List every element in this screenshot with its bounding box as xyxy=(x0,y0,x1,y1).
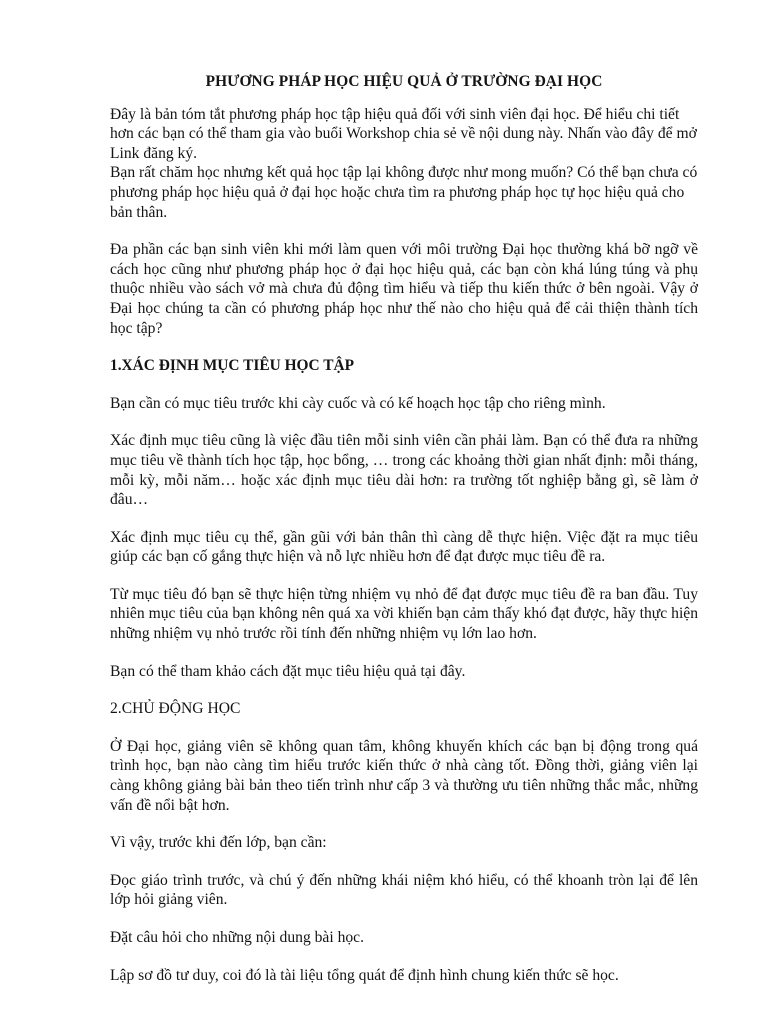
section-1-paragraph: Bạn có thể tham khảo cách đặt mục tiêu hiệu quả tại đây. xyxy=(110,662,466,680)
section-2-paragraph: Lập sơ đồ tư duy, coi đó là tài liệu tổng quát để định hình chung kiến thức sẽ học. xyxy=(110,966,619,984)
intro-paragraph-2: Bạn rất chăm học nhưng kết quả học tập lại không được như mong muốn? Có thể bạn chưa có phương pháp học hiệu quả ở đại học hoặc chưa tìm ra phương pháp học tự học hiệu quả cho bản thân. xyxy=(110,164,698,221)
section-2-heading: 2.CHỦ ĐỘNG HỌC xyxy=(110,700,241,718)
section-2-paragraph: Vì vậy, trước khi đến lớp, bạn cần: xyxy=(110,834,327,852)
body-paragraph-1: Đa phần các bạn sinh viên khi mới làm quen với môi trường Đại học thường khá bỡ ngỡ về cách học cũng như phương pháp học ở đại học hiệu quả, các bạn còn khá lúng túng và phụ thuộc nhiều vào sách vở mà chưa đủ động tìm hiểu và tiếp thu kiến thức ở bên ngoài. Vậy ở Đại học chúng ta cần có phương pháp học như thế nào cho hiệu quả để cải thiện thành tích học tập? xyxy=(110,241,698,337)
document-title: PHƯƠNG PHÁP HỌC HIỆU QUẢ Ở TRƯỜNG ĐẠI HỌC xyxy=(205,73,603,90)
section-1-paragraph: Xác định mục tiêu cụ thể, gần gũi với bản thân thì càng dễ thực hiện. Việc đặt ra mục tiêu giúp các bạn cố gắng thực hiện và nỗ lực nhiều hơn để đạt được mục tiêu đề ra. xyxy=(110,528,698,566)
section-2-paragraph: Đặt câu hỏi cho những nội dung bài học. xyxy=(110,929,364,946)
section-2-paragraph: Đọc giáo trình trước, và chú ý đến những khái niệm khó hiểu, có thể khoanh tròn lại để lên lớp hỏi giảng viên. xyxy=(110,871,698,909)
section-1-paragraph: Từ mục tiêu đó bạn sẽ thực hiện từng nhiệm vụ nhỏ để đạt được mục tiêu đề ra ban đầu. Tuy nhiên mục tiêu của bạn không nên quá xa vời khiến bạn cảm thấy khó đạt được, hãy thực hiện những nhiệm vụ nhỏ trước rồi tính đến những nhiệm vụ lớn lao hơn. xyxy=(110,585,698,643)
section-2-paragraph: Ở Đại học, giảng viên sẽ không quan tâm, không khuyến khích các bạn bị động trong quá trình học, bạn nào càng tìm hiểu trước kiến thức ở nhà càng tốt. Đồng thời, giảng viên lại càng không giảng bài bản theo tiến trình như cấp 3 và thường ưu tiên những thắc mắc, những vấn đề nổi bật hơn. xyxy=(110,737,698,814)
section-1-paragraph: Xác định mục tiêu cũng là việc đầu tiên mỗi sinh viên cần phải làm. Bạn có thể đưa ra những mục tiêu về thành tích học tập, học bổng, … trong các khoảng thời gian nhất định: mỗi tháng, mỗi kỳ, mỗi năm… hoặc xác định mục tiêu dài hơn: ra trường tốt nghiệp bằng gì, sẽ làm ở đâu… xyxy=(110,432,698,509)
document-page xyxy=(110,72,698,1003)
section-1-paragraph: Bạn cần có mục tiêu trước khi cày cuốc và có kế hoạch học tập cho riêng mình. xyxy=(110,394,606,412)
intro-paragraph-1: Đây là bản tóm tắt phương pháp học tập hiệu quả đối với sinh viên đại học. Để hiểu chi tiết hơn các bạn có thể tham gia vào buổi Workshop chia sẻ về nội dung này. Nhấn vào đây để mở Link đăng ký. xyxy=(110,105,697,162)
section-1-heading: 1.XÁC ĐỊNH MỤC TIÊU HỌC TẬP xyxy=(110,357,354,375)
